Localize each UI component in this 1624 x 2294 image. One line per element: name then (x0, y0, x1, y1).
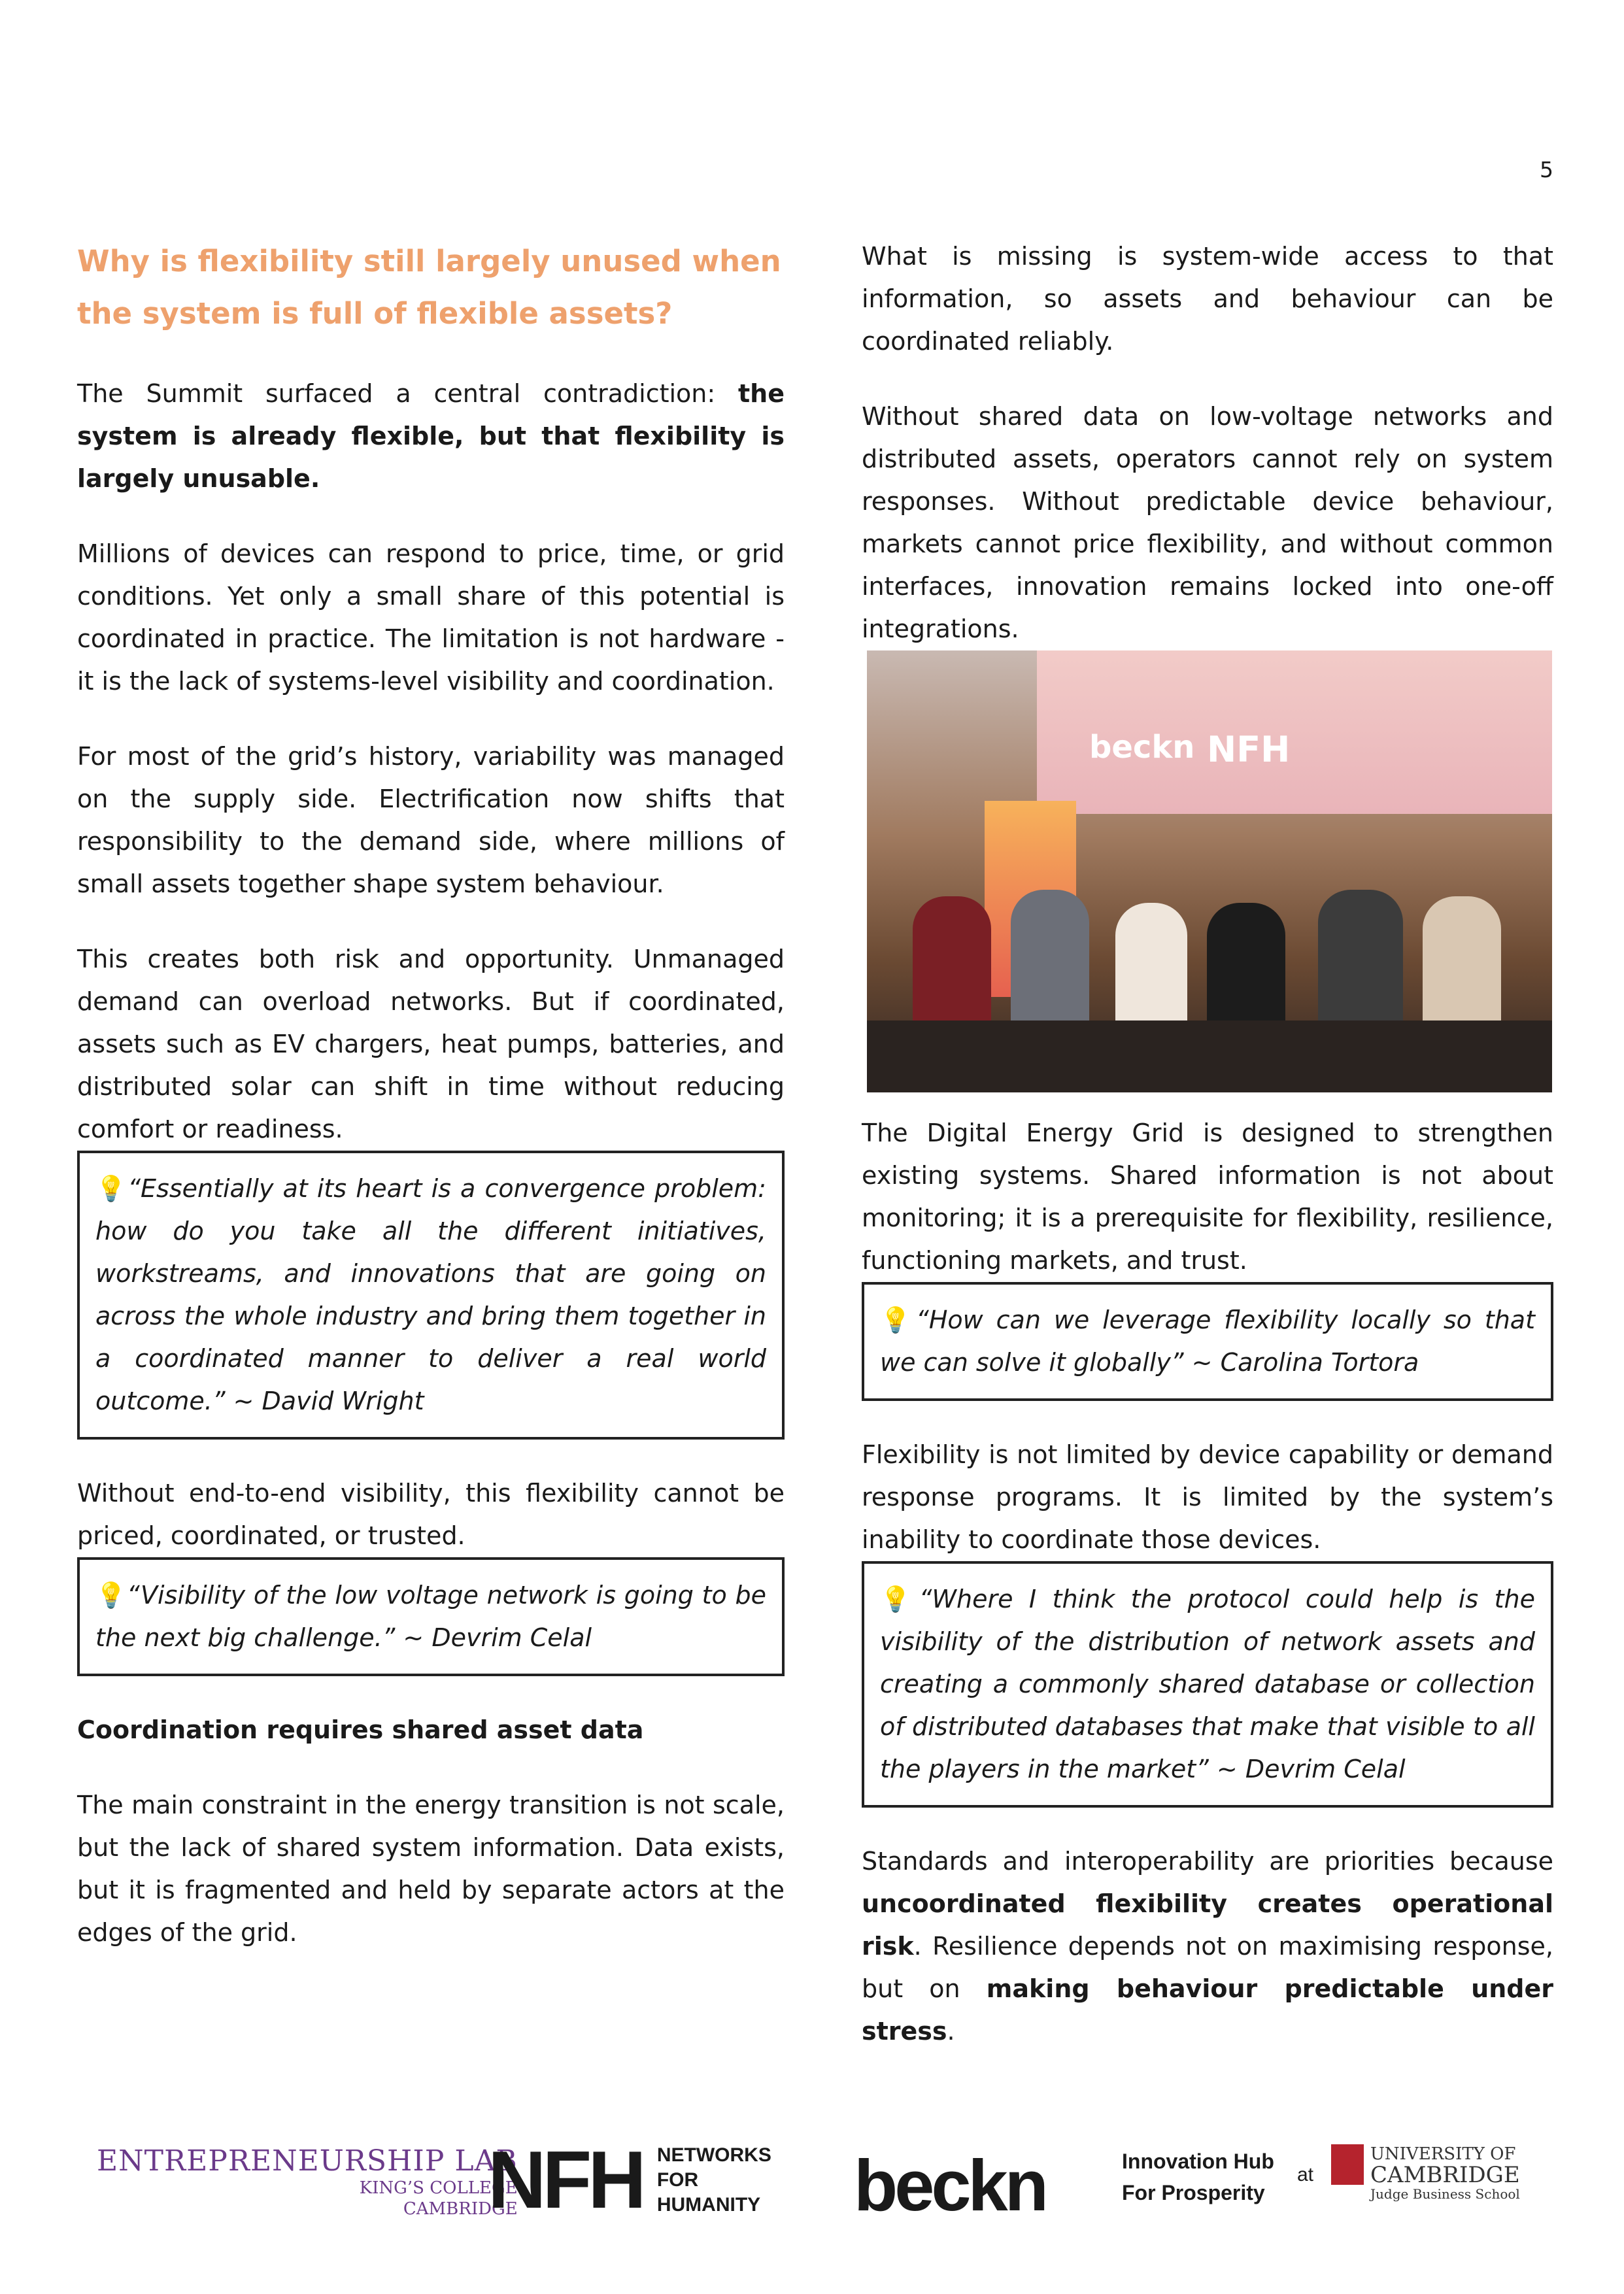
beckn-logo: beckn (854, 2146, 1045, 2226)
paragraph-flexibility-limits: Flexibility is not limited by device capability or demand response programs. It is limited by the system’s inability to coordinate those devices. (862, 1440, 1553, 1554)
paragraph-digital-energy-grid: The Digital Energy Grid is designed to strengthen existing systems. Shared information is not about monitoring; it is a prerequisite for flexibility, resilience, functioning markets, and trust. (862, 1119, 1553, 1275)
quote-box-carolina-tortora: 💡“How can we leverage flexibility locally so that we can solve it globally” ~ Carolina Tortora (862, 1282, 1553, 1401)
screen-logo-beckn: beckn (1089, 729, 1195, 766)
subheading-coordination: Coordination requires shared asset data (77, 1715, 644, 1744)
paragraph-devices: Millions of devices can respond to price, time, or grid conditions. Yet only a small share of this potential is coordinated in practice. The limitation is not hardware - it is the lack of systems-level visibility and coordination. (77, 539, 785, 696)
paragraph-shared-data: Without shared data on low-voltage networks and distributed assets, operators cannot rely on system responses. Without predictable device behaviour, markets cannot price flexibility, and without common interfaces, innovation remains locked into one-off integrations. (862, 402, 1553, 643)
footer-logos (0, 2135, 1624, 2229)
lightbulb-icon: 💡 (95, 1174, 128, 1203)
nfh-logo: NFH NETWORKS FOR HUMANITY (488, 2135, 771, 2225)
section-heading: Why is flexibility still largely unused when the system is full of flexible assets? (77, 244, 781, 331)
quote-box-devrim-celal-protocol: 💡“Where I think the protocol could help is the visibility of the distribution of network assets and creating a commonly shared database or collection of distributed databases that make that visible to all the players in the market” ~ Devrim Celal (862, 1561, 1553, 1808)
right-column (862, 235, 1553, 2053)
paragraph-visibility: Without end-to-end visibility, this flexibility cannot be priced, coordinated, or trusted. (77, 1479, 785, 1550)
quote-box-david-wright: 💡“Essentially at its heart is a convergence problem: how do you take all the different initiatives, workstreams, and innovations that are going on across the whole industry and bring them together in a coordinated manner to deliver a real world outcome.” ~ David Wright (77, 1151, 785, 1440)
entrepreneurship-lab-logo: ENTREPRENEURSHIP LAB KING’S COLLEGE CAMBRIDGE (97, 2144, 518, 2219)
audience-foreground (867, 1020, 1552, 1092)
paragraph-missing: What is missing is system-wide access to that information, so assets and behaviour can be coordinated reliably. (862, 242, 1553, 356)
screen-logo-nfh: NFH (1207, 729, 1291, 770)
lightbulb-icon: 💡 (880, 1306, 917, 1334)
paragraph-constraint: The main constraint in the energy transition is not scale, but the lack of shared system information. Data exists, but it is fragmented and held by separate actors at the edges of the grid. (77, 1791, 785, 1947)
paragraph-risk-opportunity: This creates both risk and opportunity. Unmanaged demand can overload networks. But if coordinated, assets such as EV chargers, heat pumps, batteries, and distributed solar can shift in time without reducing comfort or readiness. (77, 945, 785, 1143)
cambridge-judge-logo: UNIVERSITY OF CAMBRIDGE Judge Business School (1331, 2144, 1520, 2202)
left-column (77, 235, 785, 1954)
page-number: 5 (1540, 157, 1553, 182)
lightbulb-icon: 💡 (95, 1581, 127, 1610)
projector-screen (1037, 650, 1552, 814)
cambridge-crest-icon (1331, 2144, 1364, 2185)
paragraph-history: For most of the grid’s history, variability was managed on the supply side. Electrification now shifts that responsibility to the demand side, where millions of small assets together shape system behaviour. (77, 742, 785, 898)
quote-box-devrim-celal: 💡“Visibility of the low voltage network is going to be the next big challenge.” ~ Devrim Celal (77, 1557, 785, 1676)
paragraph-contradiction: The Summit surfaced a central contradiction: the system is already flexible, but that flexibility is largely unusable. (77, 379, 785, 493)
paragraph-standards: Standards and interoperability are priorities because uncoordinated flexibility creates operational risk. Resilience depends not on maximising response, but on making behaviour predictable under stress. (862, 1847, 1553, 2046)
panel-photo (867, 650, 1552, 1092)
innovation-hub-logo: Innovation Hub For Prosperity (1122, 2150, 1274, 2204)
lightbulb-icon: 💡 (880, 1585, 919, 1613)
at-label: at (1297, 2164, 1314, 2185)
